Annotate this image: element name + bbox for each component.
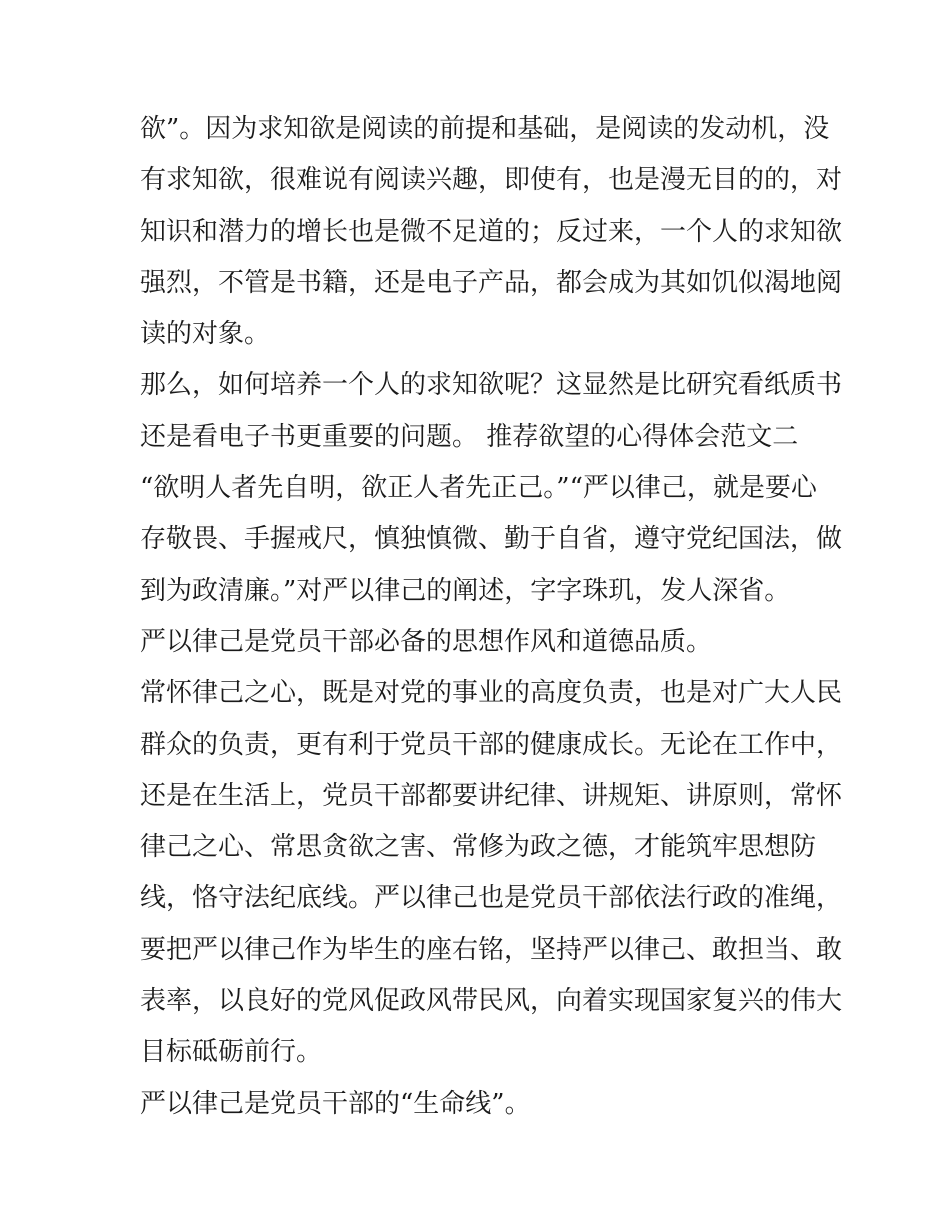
text-line: 到为政清廉。”对严以律己的阐述，字字珠玑，发人深省。 xyxy=(140,575,791,606)
text-line: “欲明人者先自明，欲正人者先正己。”“严以律己，就是要心 xyxy=(140,473,817,504)
text-line: 还是在生活上，党员干部都要讲纪律、讲规矩、讲原则，常怀 xyxy=(140,780,843,811)
text-line: 欲”。因为求知欲是阅读的前提和基础，是阅读的发动机，没 xyxy=(140,114,830,144)
text-line: 那么，如何培养一个人的求知欲呢？这显然是比研究看纸质书 xyxy=(140,370,843,401)
text-line: 读的对象。 xyxy=(140,319,271,350)
text-line: 目标砥砺前行。 xyxy=(140,1037,323,1068)
text-line: 严以律己是党员干部的“生命线”。 xyxy=(140,1088,531,1119)
text-line: 表率，以良好的党风促政风带民风，向着实现国家复兴的伟大 xyxy=(140,986,843,1017)
text-line: 有求知欲，很难说有阅读兴趣，即使有，也是漫无目的的，对 xyxy=(140,165,843,196)
text-line: 知识和潜力的增长也是微不足道的；反过来，一个人的求知欲 xyxy=(140,216,843,247)
text-line: 常怀律己之心，既是对党的事业的高度负责，也是对广大人民 xyxy=(140,678,843,709)
document-body xyxy=(140,104,843,1130)
text-line: 还是看电子书更重要的问题。 推荐欲望的心得体会范文二 xyxy=(140,421,799,452)
text-line: 存敬畏、手握戒尺，慎独慎微、勤于自省，遵守党纪国法，做 xyxy=(140,524,843,555)
text-line: 群众的负责，更有利于党员干部的健康成长。无论在工作中， xyxy=(140,729,843,760)
text-line: 要把严以律己作为毕生的座右铭，坚持严以律己、敢担当、敢 xyxy=(140,934,843,965)
text-line: 严以律己是党员干部必备的思想作风和道德品质。 xyxy=(140,626,713,657)
text-line: 强烈，不管是书籍，还是电子产品，都会成为其如饥似渴地阅 xyxy=(140,267,843,298)
text-line: 律己之心、常思贪欲之害、常修为政之德，才能筑牢思想防 xyxy=(140,832,817,863)
text-line: 线，恪守法纪底线。严以律己也是党员干部依法行政的准绳， xyxy=(140,883,843,914)
